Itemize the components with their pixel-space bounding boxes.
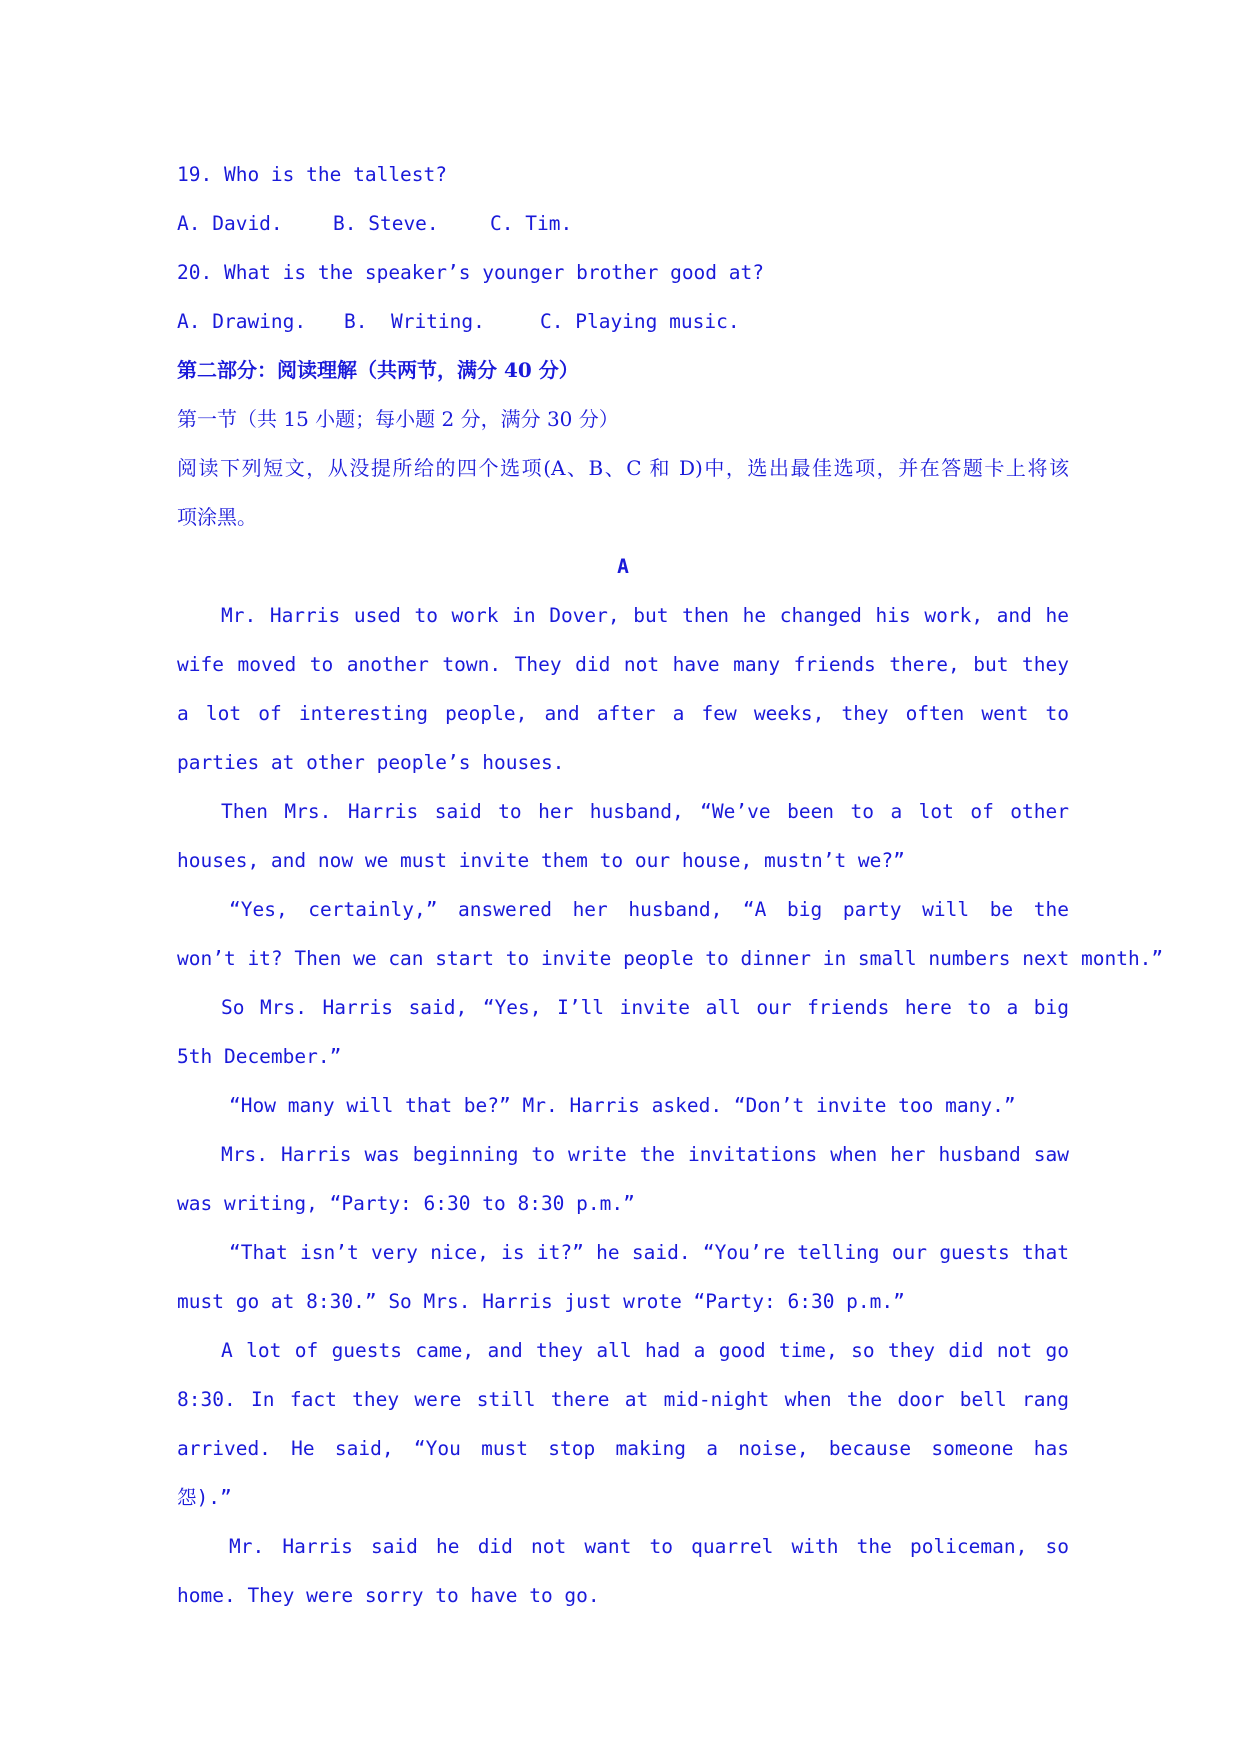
document-page [177, 150, 1164, 1620]
passage-line: Then Mrs. Harris said to her husband, “We’ve been to a lot of other [221, 800, 1069, 823]
passage-line: houses, and now we must invite them to our house, mustn’t we?” [177, 849, 905, 872]
option-a: A. David. [177, 212, 283, 235]
passage-line: Mrs. Harris was beginning to write the invitations when her husband saw [221, 1143, 1069, 1166]
question-20-options [177, 297, 1069, 346]
passage-line: 5th December.” [177, 1045, 342, 1068]
passage-line: must go at 8:30.” So Mrs. Harris just wrote “Party: 6:30 p.m.” [177, 1290, 905, 1313]
option-c: C. Tim. [490, 212, 573, 235]
passage-line: “Yes, certainly,” answered her husband, “A big party will be the [229, 898, 1069, 921]
passage-line: was writing, “Party: 6:30 to 8:30 p.m.” [177, 1192, 635, 1215]
instruction-line-1: 阅读下列短文，从没提所给的四个选项(A、B、C 和 D)中，选出最佳选项，并在答题卡上将该 [177, 456, 1069, 480]
passage-line: won’t it? Then we can start to invite people to dinner in small numbers next month.” [177, 947, 1164, 970]
option-b: B. Steve. [333, 212, 439, 235]
question-19-stem: 19. Who is the tallest? [177, 163, 448, 186]
passage-line: arrived. He said, “You must stop making a noise, because someone has [177, 1437, 1069, 1460]
part-two-heading: 第二部分：阅读理解（共两节，满分 40 分） [177, 358, 579, 382]
passage-line: a lot of interesting people, and after a few weeks, they often went to [177, 702, 1069, 725]
passage-line: home. They were sorry to have to go. [177, 1584, 600, 1607]
section-one-heading: 第一节（共 15 小题；每小题 2 分，满分 30 分） [177, 407, 619, 431]
passage-line: parties at other people’s houses. [177, 751, 565, 774]
instruction-line-2: 项涂黑。 [177, 505, 257, 529]
passage-line: “That isn’t very nice, is it?” he said. “You’re telling our guests that [229, 1241, 1069, 1264]
passage-line: Mr. Harris said he did not want to quarrel with the policeman, so [229, 1535, 1069, 1558]
question-19-options [177, 199, 1069, 248]
option-c: C. Playing music. [540, 310, 740, 333]
passage-line: wife moved to another town. They did not have many friends there, but they [177, 653, 1069, 676]
passage-line: Mr. Harris used to work in Dover, but then he changed his work, and he [221, 604, 1069, 627]
passage-line: 8:30. In fact they were still there at mid-night when the door bell rang [177, 1388, 1069, 1411]
passage-line: 怨).” [177, 1486, 232, 1509]
passage-line: A lot of guests came, and they all had a good time, so they did not go [221, 1339, 1069, 1362]
passage-line: So Mrs. Harris said, “Yes, I’ll invite all our friends here to a big [221, 996, 1069, 1019]
passage-label: A [617, 555, 629, 578]
question-20-stem: 20. What is the speaker’s younger brother good at? [177, 261, 764, 284]
option-a: A. Drawing. [177, 310, 307, 333]
passage-line: “How many will that be?” Mr. Harris asked. “Don’t invite too many.” [229, 1094, 1016, 1117]
option-b: B. Writing. [344, 310, 485, 333]
